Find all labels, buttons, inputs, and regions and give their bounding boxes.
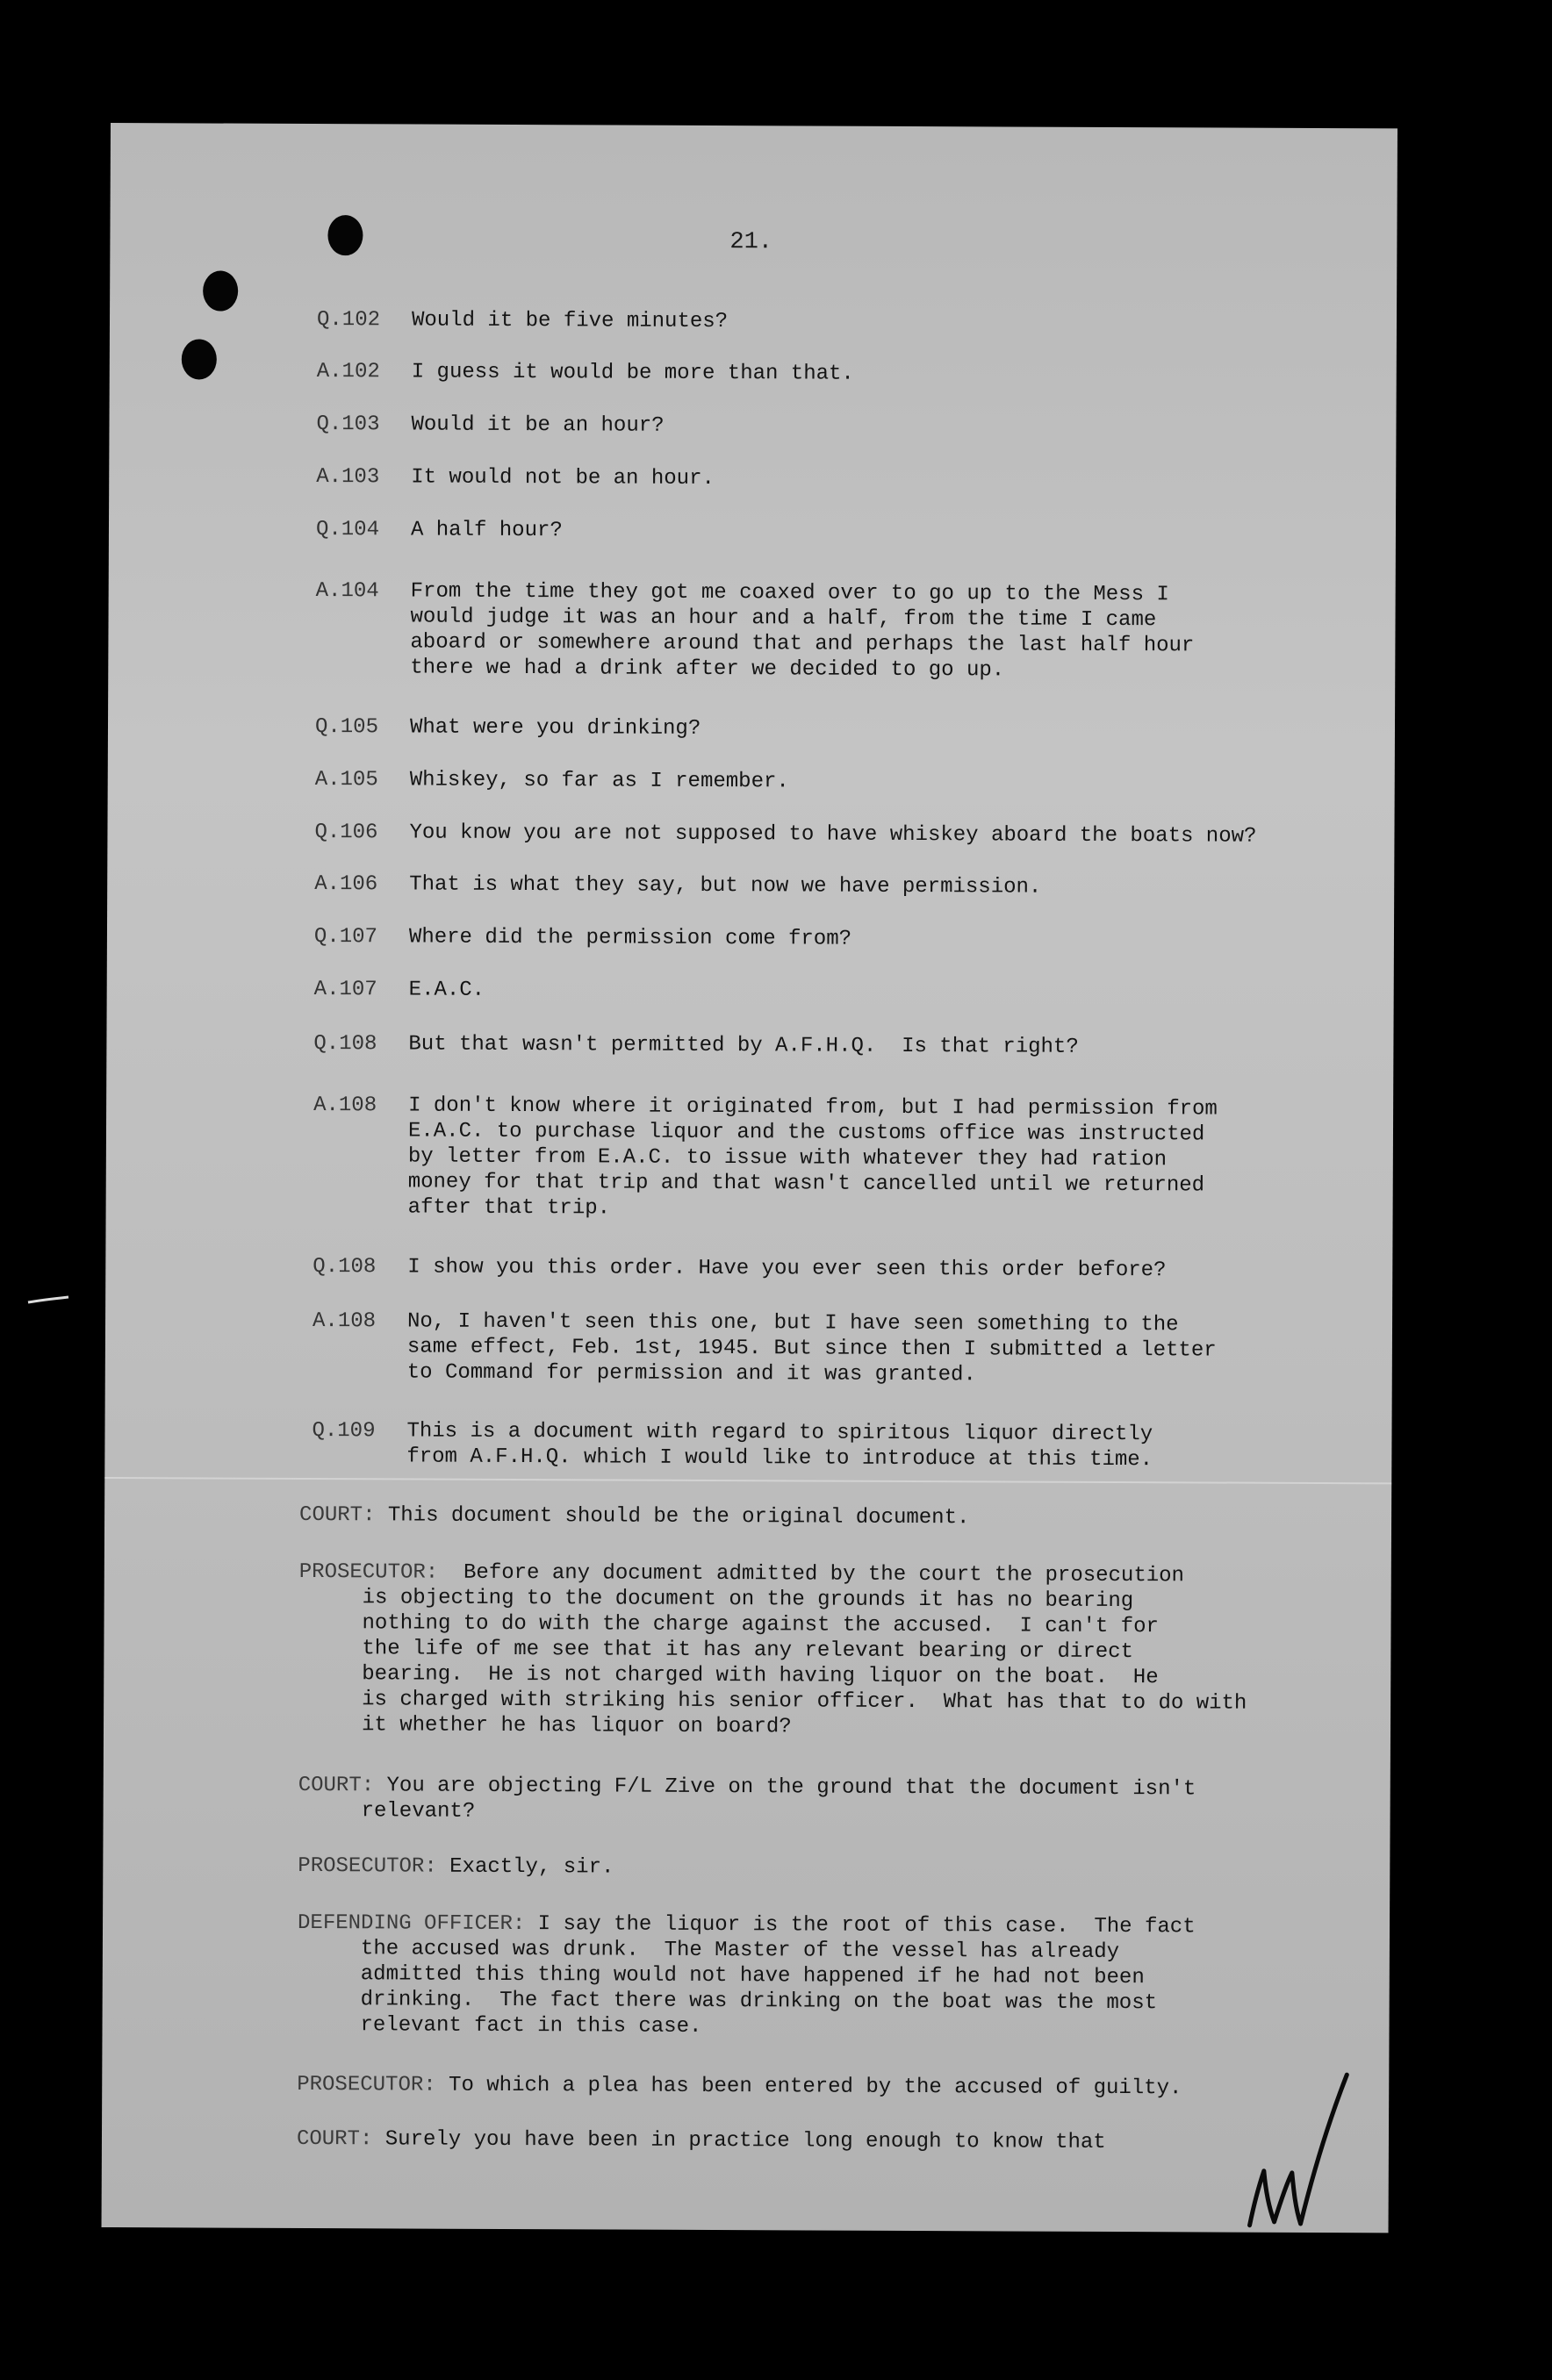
- qa-entry: [109, 463, 1396, 491]
- qa-label: Q.104: [315, 518, 380, 542]
- qa-entry: [105, 1253, 1392, 1283]
- qa-label: Q.106: [314, 821, 378, 845]
- speech-text: Surely you have been in practice long enough to know that: [372, 2127, 1106, 2154]
- document-page: [102, 123, 1398, 2233]
- qa-entry: [110, 306, 1397, 334]
- qa-entry: [106, 1030, 1393, 1059]
- court-remark: [299, 1502, 1388, 1532]
- qa-text: It would not be an hour.: [411, 465, 715, 491]
- punch-hole: [327, 215, 363, 255]
- qa-text: E.A.C.: [408, 978, 485, 1002]
- qa-entry: [110, 411, 1397, 438]
- qa-entry: [105, 1417, 1392, 1473]
- qa-entry: [106, 1092, 1393, 1221]
- qa-label: A.102: [316, 360, 380, 384]
- qa-text: I don't know where it originated from, but I had permission from E.A.C. to purchase liquor and the customs office was instructed by letter from E.A.C. to issue with whatever they had ration money for that trip and that wasn't cancelled until we returned after that trip.: [407, 1093, 1218, 1221]
- qa-text: Whiskey, so far as I remember.: [409, 768, 789, 794]
- qa-label: A.104: [315, 579, 379, 604]
- qa-text: What were you drinking?: [409, 715, 701, 741]
- qa-text: A half hour?: [410, 518, 563, 543]
- handwritten-initials: [1234, 2068, 1358, 2235]
- court-remark: [297, 2126, 1385, 2156]
- qa-label: Q.108: [313, 1032, 377, 1057]
- speaker-label: COURT:: [299, 1502, 376, 1528]
- qa-text: From the time they got me coaxed over to go up to the Mess I would judge it was an hour and a half, from the time I came aboard or somewhere around that and perhaps the last half hour there we had a drink after we decided to go up.: [410, 579, 1195, 683]
- qa-label: A.108: [313, 1093, 377, 1118]
- qa-text: I guess it would be more than that.: [411, 360, 854, 386]
- punch-hole: [203, 270, 238, 311]
- qa-label: A.106: [314, 872, 378, 897]
- speaker-label: DEFENDING OFFICER:: [297, 1910, 526, 1937]
- margin-mark: [26, 1295, 70, 1306]
- qa-text: But that wasn't permitted by A.F.H.Q. Is that right?: [408, 1032, 1079, 1059]
- qa-text: This is a document with regard to spiritous liquor directly from A.F.H.Q. which I would like to introduce at this time.: [406, 1419, 1153, 1473]
- speaker-label: PROSECUTOR:: [298, 1559, 439, 1585]
- qa-label: Q.105: [314, 715, 379, 740]
- qa-entry: [110, 358, 1397, 386]
- qa-entry: [107, 976, 1394, 1002]
- qa-entry: [108, 713, 1395, 741]
- qa-label: Q.108: [313, 1255, 377, 1280]
- qa-label: Q.107: [313, 925, 378, 950]
- speaker-label: PROSECUTOR:: [297, 2072, 436, 2097]
- page-number: 21.: [729, 229, 773, 256]
- speech-text: You are objecting F/L Zive on the ground that the document isn't relevant?: [298, 1774, 1196, 1824]
- qa-text: Would it be an hour?: [411, 412, 665, 438]
- speaker-label: COURT:: [298, 1773, 375, 1798]
- speech-text: Before any document admitted by the court the prosecution is objecting to the document on the grounds it has no bearing nothing to do with the charge against the accused. I can't for the life of me see that it has any relevant bearing or direct bearing. He is not charged with having liquor on the boat. He is charged with striking his senior officer. What has that to do with it whether he has liquor on board?: [298, 1560, 1247, 1739]
- qa-text: Would it be five minutes?: [411, 308, 729, 334]
- court-remark: [298, 1773, 1387, 1828]
- prosecutor-reply: [297, 2072, 1385, 2102]
- speech-text: This document should be the original document.: [375, 1503, 970, 1531]
- qa-entry: [109, 577, 1396, 683]
- qa-label: A.103: [316, 465, 380, 490]
- qa-text: No, I haven't seen this one, but I have seen something to the same effect, Feb. 1st, 1945. But since then I submitted a letter to Command for permission and it was granted.: [406, 1309, 1217, 1387]
- speaker-label: PROSECUTOR:: [298, 1853, 437, 1879]
- qa-label: Q.102: [316, 308, 381, 333]
- qa-entry: [107, 923, 1394, 951]
- fold-line: [104, 1477, 1391, 1484]
- qa-entry: [108, 766, 1395, 794]
- speech-text: To which a plea has been entered by the accused of guilty.: [435, 2073, 1182, 2101]
- punch-hole: [182, 339, 217, 379]
- qa-label: Q.103: [316, 412, 380, 437]
- qa-text: I show you this order. Have you ever seen this order before?: [407, 1255, 1167, 1283]
- qa-text: You know you are not supposed to have whiskey aboard the boats now?: [409, 821, 1257, 849]
- qa-label: Q.109: [312, 1419, 376, 1444]
- speaker-label: COURT:: [296, 2126, 373, 2152]
- prosecutor-objection: [298, 1559, 1388, 1742]
- speech-text: I say the liquor is the root of this case. The fact the accused was drunk. The Master of the vessel has already admitted this thing would not have happened if he had not been drinking. The fact there was drinking on the boat was the most relevant fact in this case.: [297, 1912, 1196, 2039]
- speech-text: Exactly, sir.: [436, 1854, 614, 1880]
- qa-label: A.105: [314, 768, 378, 792]
- qa-entry: [109, 516, 1396, 543]
- defending-officer-remark: [297, 1910, 1386, 2042]
- qa-entry: [108, 819, 1395, 849]
- qa-entry: [107, 871, 1394, 900]
- qa-text: That is what they say, but now we have permission.: [409, 872, 1042, 900]
- qa-text: Where did the permission come from?: [408, 925, 852, 951]
- qa-entry: [105, 1308, 1392, 1387]
- qa-label: A.108: [312, 1309, 377, 1334]
- prosecutor-reply: [298, 1853, 1386, 1883]
- qa-label: A.107: [313, 978, 377, 1002]
